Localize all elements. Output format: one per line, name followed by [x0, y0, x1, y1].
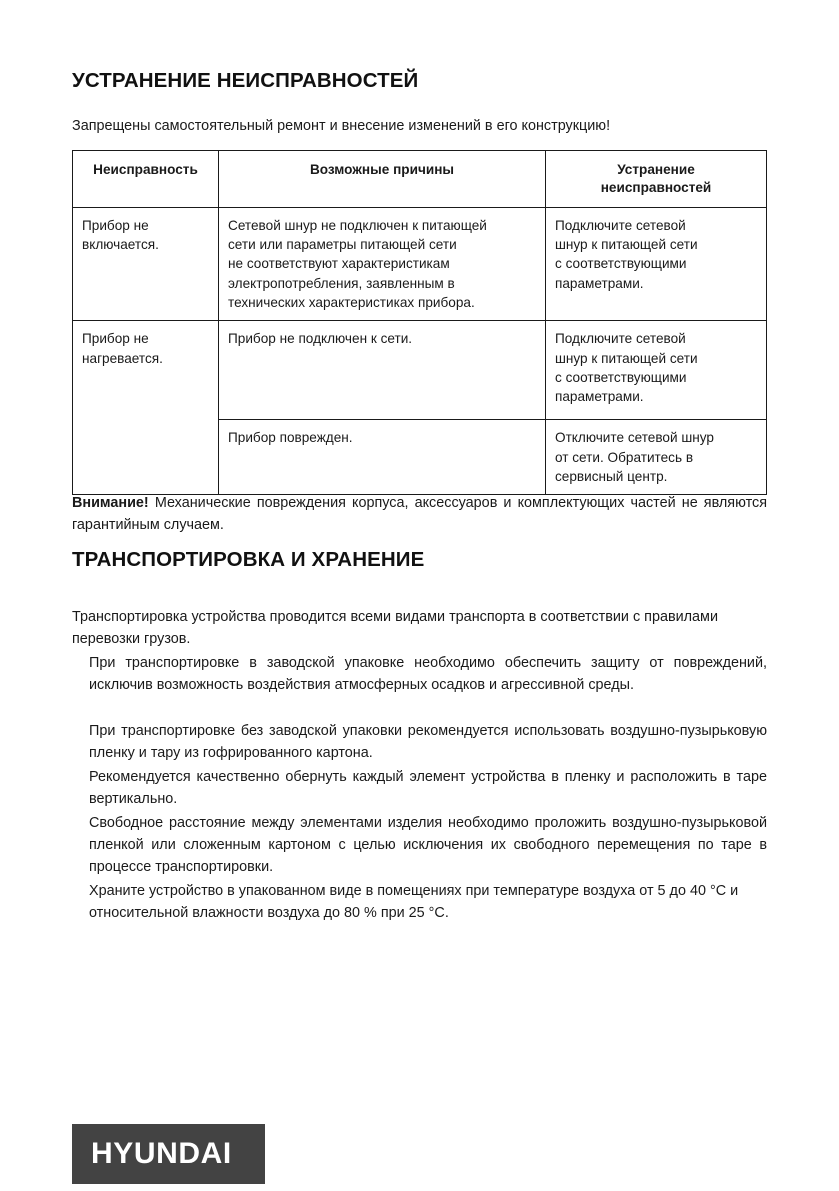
transport-paragraph: Рекомендуется качественно обернуть каждый элемент устройства в пленку и расположить в таре вертикально.: [89, 769, 767, 808]
transport-paragraph: Свободное расстояние между элементами изделия необходимо проложить воздушно-пузырьковой пленкой или сложенным картоном с целью исключения их свободного перемещения по таре в процессе транспортировки.: [89, 815, 767, 876]
table-header-fault: Неисправность: [73, 151, 219, 208]
remedy-line: от сети. Обратитесь в: [555, 449, 694, 465]
troubleshooting-table: [72, 150, 767, 495]
transport-paragraph: Транспортировка устройства проводится всеми видами транспорта в соответствии с правилами перевозки грузов.: [72, 609, 718, 648]
hyundai-logo: [72, 1124, 265, 1184]
table-header-remedy-line1: Устранение: [617, 162, 695, 177]
table-cell-remedy: [546, 207, 767, 320]
remedy-line: шнур к питающей сети: [555, 350, 698, 366]
remedy-line: с соответствующими: [555, 256, 687, 272]
table-cell-remedy: [546, 420, 767, 495]
table-cell-causes: [219, 207, 546, 320]
table-header-remedy-line2: неисправностей: [600, 179, 712, 195]
transport-paragraph: При транспортировке в заводской упаковке необходимо обеспечить защиту от повреждений, исключив возможность воздействия атмосферных осадков и агрессивной среды.: [89, 655, 767, 694]
cause-line: Сетевой шнур не подключен к питающей: [228, 217, 487, 233]
table-row: [73, 321, 767, 420]
remedy-line: Отключите сетевой шнур: [555, 430, 714, 446]
table-header-row: [73, 151, 767, 208]
hyundai-logo-text: HYUNDAI: [91, 1137, 232, 1170]
transport-paragraph: При транспортировке без заводской упаковки рекомендуется использовать воздушно-пузырьковую пленку и тару из гофрированного картона.: [89, 723, 767, 762]
table-header-causes: Возможные причины: [219, 151, 546, 208]
remedy-line: шнур к питающей сети: [555, 237, 698, 253]
table-header-remedy: [546, 151, 767, 208]
fault-line: Прибор не: [82, 217, 149, 233]
table-cell-remedy: [546, 321, 767, 420]
table-cell-fault: [73, 321, 219, 495]
remedy-line: параметрами.: [555, 275, 644, 291]
table-header: [73, 151, 767, 208]
table-body: [73, 207, 767, 494]
fault-line: нагревается.: [82, 350, 163, 366]
fault-line: включается.: [82, 237, 159, 253]
transport-paragraph: Храните устройство в упакованном виде в помещениях при температуре воздуха от 5 до 40 °C и относительной влажности воздуха до 80 % при 25 °C.: [89, 883, 739, 922]
cause-line: технических характеристиках прибора.: [228, 295, 475, 311]
table-row: [73, 207, 767, 320]
remedy-line: с соответствующими: [555, 369, 687, 385]
heading-troubleshooting: УСТРАНЕНИЕ НЕИСПРАВНОСТЕЙ: [72, 69, 419, 92]
attention-label: Внимание!: [72, 495, 149, 512]
troubleshooting-intro: Запрещены самостоятельный ремонт и внесение изменений в его конструкцию!: [72, 118, 611, 134]
remedy-line: сервисный центр.: [555, 468, 668, 484]
attention-note: [72, 493, 767, 537]
table-cell-causes: [219, 420, 546, 495]
cause-line: Прибор поврежден.: [228, 430, 353, 446]
table-cell-causes: [219, 321, 546, 420]
cause-line: сети или параметры питающей сети: [228, 237, 457, 253]
cause-line: не соответствуют характеристикам: [228, 256, 450, 272]
remedy-line: Подключите сетевой: [555, 331, 686, 347]
cause-line: электропотребления, заявленным в: [228, 275, 455, 291]
fault-line: Прибор не: [82, 331, 149, 347]
attention-text: Механические повреждения корпуса, аксессуаров и комплектующих частей не являются гарантийным случаем.: [72, 495, 767, 534]
remedy-line: параметрами.: [555, 389, 644, 405]
remedy-line: Подключите сетевой: [555, 217, 686, 233]
cause-line: Прибор не подключен к сети.: [228, 331, 413, 347]
table-cell-fault: [73, 207, 219, 320]
heading-transport-storage: ТРАНСПОРТИРОВКА И ХРАНЕНИЕ: [72, 548, 425, 571]
